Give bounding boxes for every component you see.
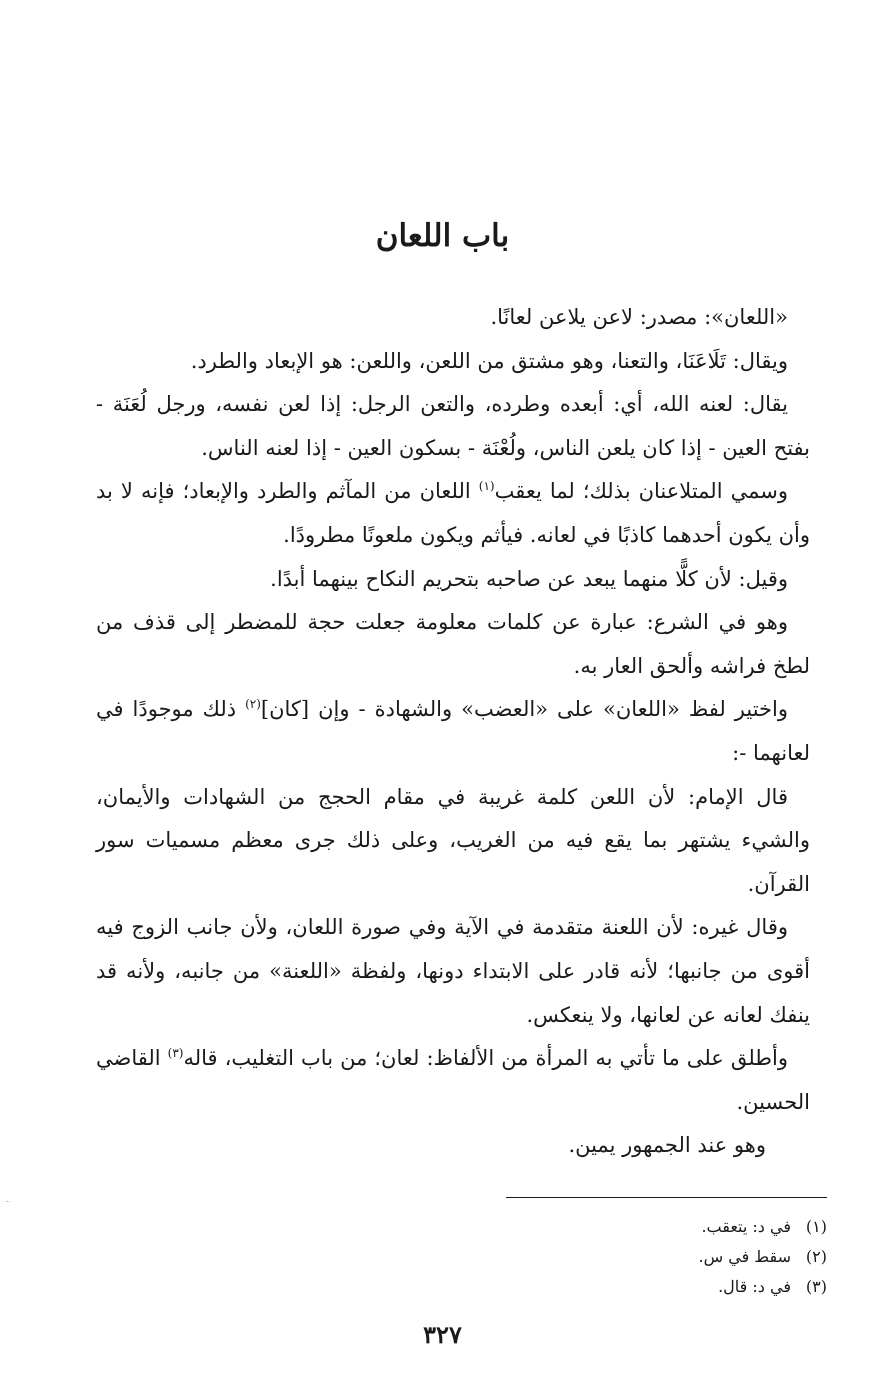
page-number: ٣٢٧ (423, 1320, 462, 1349)
footnote-text: في د: يتعقب. (701, 1217, 791, 1236)
paragraph-text: وقال غيره: لأن اللعنة متقدمة في الآية وفي صورة اللعان، ولأن جانب الزوج فيه أقوى من جانبها؛ لأنه قادر على الابتداء دونها، ولفظة «اللعنة» من جانبه، ولأنه قد ينفك لعانه عن لعانها، ولا ينعكس. (96, 915, 810, 1027)
footnote-number: (٢) (805, 1247, 827, 1266)
paragraph-text: قال الإمام: لأن اللعن كلمة غريبة في مقام الحجج من الشهادات والأيمان، والشيء يشتهر بما يقع فيه من الغريب، وعلى ذلك جرى معظم مسميات سور القرآن. (96, 784, 810, 896)
chapter-heading: باب اللعان (375, 218, 510, 254)
paragraph-text: وهو عند الجمهور يمين. (568, 1133, 766, 1158)
main-text (96, 296, 810, 1168)
paragraph (96, 1124, 810, 1168)
footnotes (300, 1212, 827, 1302)
paragraph (96, 776, 810, 907)
footnote-reference: (٣) (167, 1046, 184, 1061)
footnote-number: (٣) (805, 1277, 827, 1296)
footnote-reference: (٢) (245, 697, 261, 712)
paragraph (96, 601, 810, 688)
paragraph-text: يقال: لعنه الله، أي: أبعده وطرده، والتعن الرجل: إذا لعن نفسه، ورجل لُعَنَة - بفتح العين - إذا كان يلعن الناس، ولُعْنَة - بسكون العين - إذا لعنه الناس. (96, 392, 810, 460)
paragraph (96, 340, 810, 384)
paragraph (96, 1037, 810, 1124)
footnote (300, 1242, 827, 1272)
paragraph-text: وقيل: لأن كلًّا منهما يبعد عن صاحبه بتحريم النكاح بينهما أبدًا. (270, 566, 788, 591)
paragraph-text: ذلك موجودًا في لعانهما -: (96, 697, 810, 765)
paragraph-text: اللعان من المآثم والطرد والإبعاد؛ فإنه لا بد وأن يكون أحدهما كاذبًا في لعانه. فيأثم ويكون ملعونًا مطرودًا. (96, 479, 810, 547)
footnote-separator (506, 1197, 827, 1198)
paragraph-text: وأطلق على ما تأتي به المرأة من الألفاظ: لعان؛ من باب التغليب، قاله (183, 1046, 788, 1071)
footnote-reference: (١) (478, 479, 495, 494)
paragraph-text: ويقال: تَلَاعَنَا، والتعنا، وهو مشتق من اللعن، واللعن: هو الإبعاد والطرد. (190, 348, 788, 373)
paragraph (96, 383, 810, 470)
footnote (300, 1272, 827, 1302)
paragraph (96, 558, 810, 602)
paragraph (96, 296, 810, 340)
paragraph-text: واختير لفظ «اللعان» على «العضب» والشهادة - وإن [كان] (260, 697, 788, 722)
paragraph-text: القاضي الحسين. (96, 1046, 810, 1114)
footnote-text: في د: قال. (718, 1277, 791, 1296)
paragraph-text: وهو في الشرع: عبارة عن كلمات معلومة جعلت حجة للمضطر إلى قذف من لطخ فراشه وألحق العار به. (96, 610, 810, 678)
margin-mark (6, 1201, 10, 1202)
paragraph-text: وسمي المتلاعنان بذلك؛ لما يعقب (494, 479, 788, 504)
paragraph (96, 906, 810, 1037)
footnote (300, 1212, 827, 1242)
footnote-number: (١) (805, 1217, 827, 1236)
paragraph (96, 688, 810, 775)
footnote-text: سقط في س. (698, 1247, 791, 1266)
paragraph-text: «اللعان»: مصدر: لاعن يلاعن لعانًا. (490, 305, 788, 329)
paragraph (96, 470, 810, 557)
